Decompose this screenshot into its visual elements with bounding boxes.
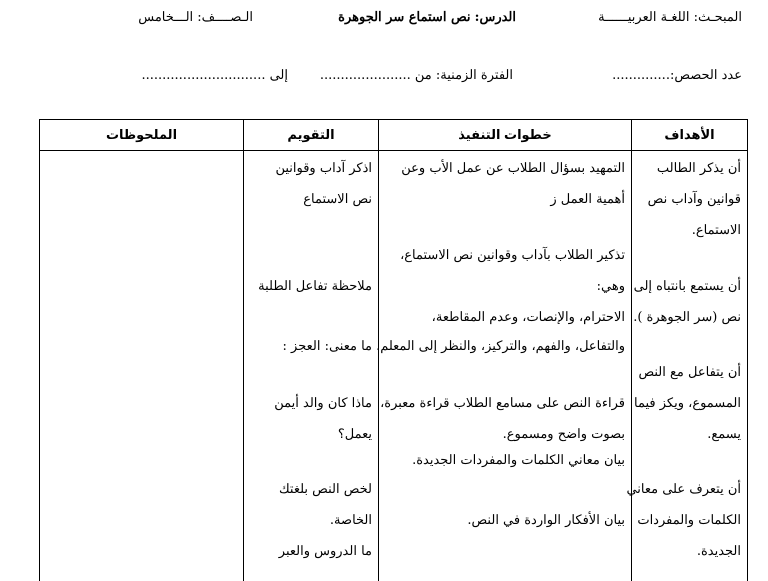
objective-line: أن يتعرف على معاني: [626, 481, 741, 499]
step-line: أهمية العمل ز: [550, 191, 625, 209]
col-evaluation: التقويم: [244, 120, 379, 151]
lesson-plan-table: [39, 119, 748, 581]
objective-line: قوانين وآداب نص: [648, 191, 741, 209]
table-header-row: [40, 120, 748, 151]
col-notes: الملحوظات: [40, 120, 244, 151]
step-line: الاحترام، والإنصات، وعدم المقاطعة،: [432, 309, 625, 327]
step-line: قراءة النص على مسامع الطلاب قراءة معبرة،: [380, 395, 625, 413]
objective-line: أن يستمع بانتباه إلى: [634, 278, 741, 296]
objective-line: المسموع، ويكز فيما: [634, 395, 741, 413]
objective-line: نص (سر الجوهرة ).: [633, 309, 741, 327]
evaluation-line: ما معنى: العجز :: [283, 338, 372, 356]
col-steps: خطوات التنفيذ: [379, 120, 632, 151]
evaluation-line: نص الاستماع: [303, 191, 372, 209]
evaluation-line: ما الدروس والعبر: [279, 543, 372, 561]
evaluation-line: ملاحظة تفاعل الطلبة: [258, 278, 372, 296]
evaluation-line: لخص النص بلغتك: [279, 481, 372, 499]
step-line: بيان الأفكار الواردة في النص.: [467, 512, 625, 530]
grade-label: الـصــــف: الـــخامس: [138, 10, 253, 26]
objective-line: يسمع.: [707, 426, 741, 444]
evaluation-line: ماذا كان والد أيمن: [274, 395, 372, 413]
evaluation-line: الخاصة.: [330, 512, 372, 530]
evaluation-cell: [244, 151, 379, 581]
objectives-cell: [632, 151, 748, 581]
objective-line: الكلمات والمفردات: [637, 512, 741, 530]
steps-cell: [379, 151, 632, 581]
sessions-label: عدد الحصص:..............: [612, 68, 742, 84]
notes-cell: [40, 151, 244, 581]
col-objectives: الأهداف: [632, 120, 748, 151]
step-line: والتفاعل، والفهم، والتركيز، والنظر إلى المعلم.: [376, 338, 625, 356]
period-to: إلى ..............................: [141, 68, 288, 84]
lesson-title: نص استماع سر الجوهرة: [338, 10, 470, 25]
objective-line: أن يذكر الطالب: [657, 160, 741, 178]
objective-line: أن يتفاعل مع النص: [638, 364, 741, 382]
lesson-label: الدرس:: [475, 10, 516, 25]
step-line: تذكير الطلاب بآداب وقوانين نص الاستماع،: [400, 247, 625, 265]
period-from: الفترة الزمنية: من ......................: [320, 68, 513, 84]
objective-line: الجديدة.: [697, 543, 741, 561]
evaluation-line: يعمل؟: [338, 426, 372, 444]
step-line: بصوت واضح ومسموع.: [503, 426, 625, 444]
evaluation-line: اذكر آداب وقوانين: [275, 160, 372, 178]
step-line: وهي:: [597, 278, 625, 296]
lesson-heading: [338, 10, 516, 26]
table-row: [40, 151, 748, 581]
subject-label: المبحـث: اللغـة العربيــــــة: [598, 10, 742, 26]
step-line: التمهيد بسؤال الطلاب عن عمل الأب وعن: [401, 160, 625, 178]
objective-line: الاستماع.: [692, 222, 741, 240]
step-line: بيان معاني الكلمات والمفردات الجديدة.: [412, 452, 625, 470]
